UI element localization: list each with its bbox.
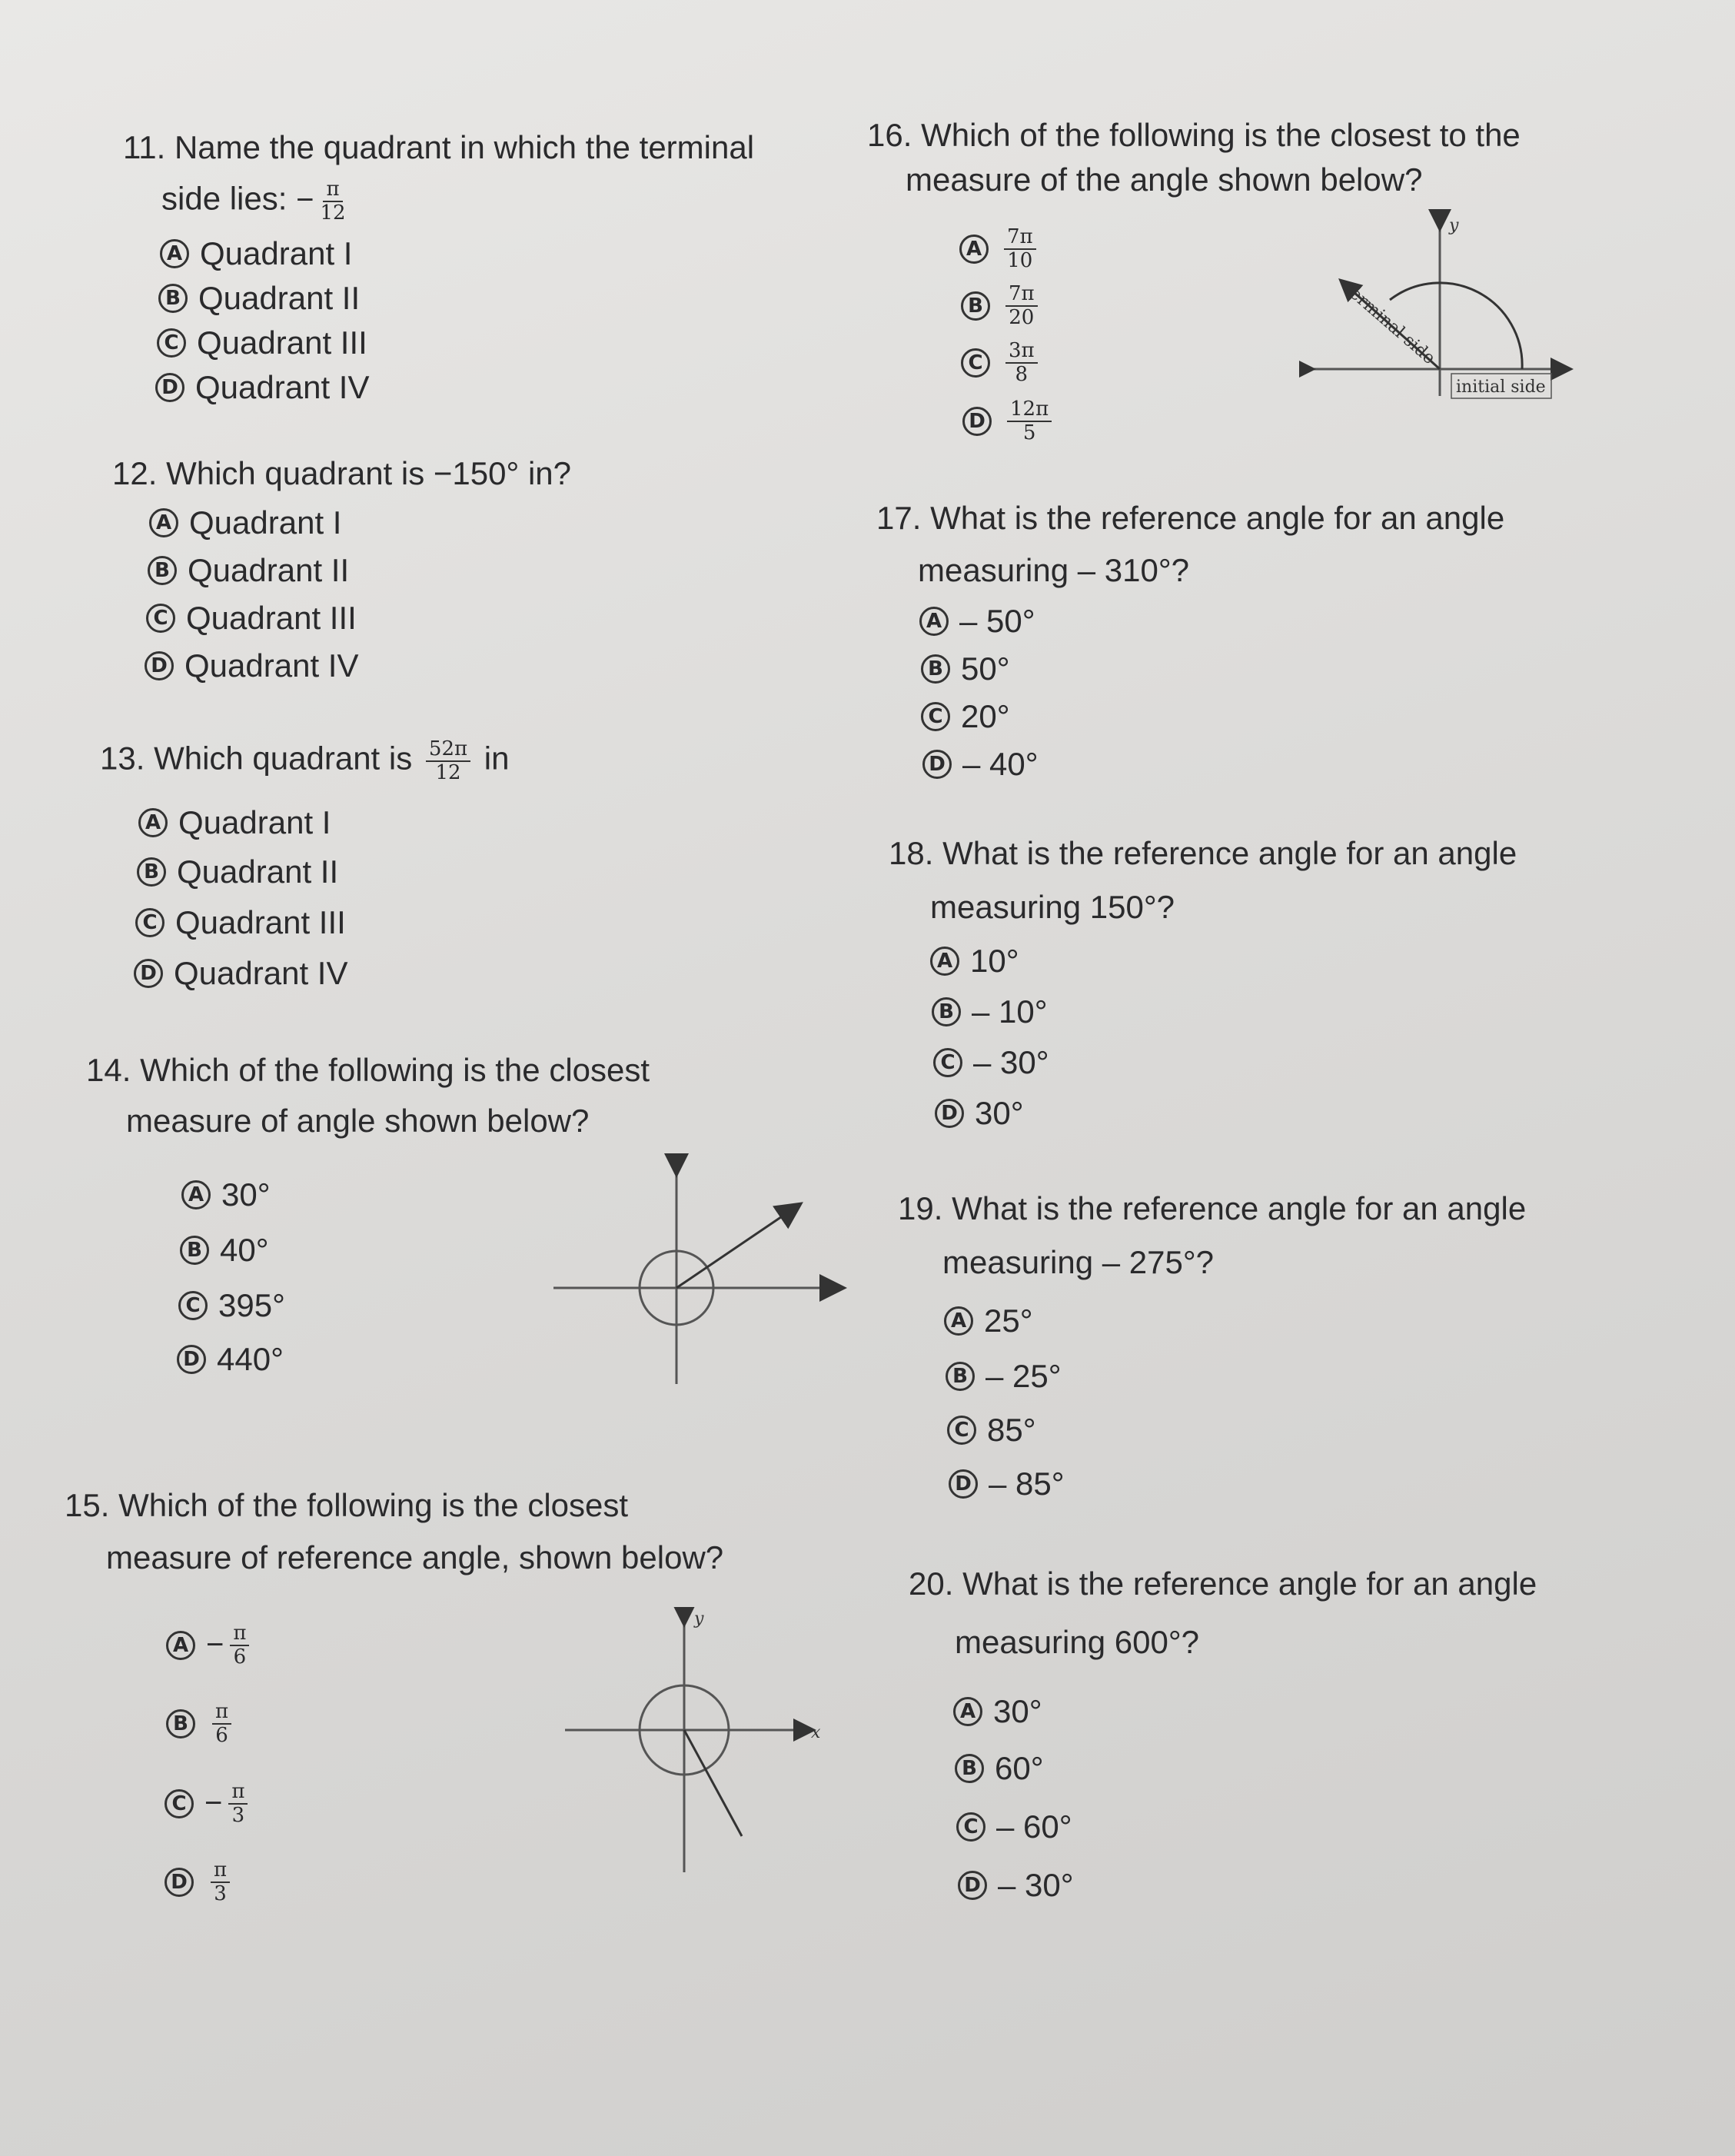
q13-fraction: $\frac{52\pi}{12}$ (426, 738, 470, 784)
q14-option-d[interactable]: D 440° (177, 1341, 284, 1378)
q12-line1: 12. Which quadrant is −150° in? (112, 455, 572, 491)
q14-option-c[interactable]: C 395° (178, 1287, 285, 1324)
q15-option-d[interactable]: D $\frac{\pi}{3}$ (165, 1859, 234, 1905)
q16-angle-arc (1390, 283, 1522, 369)
q20-option-d[interactable]: D – 30° (958, 1867, 1074, 1904)
q16-angle-figure (1299, 208, 1576, 408)
q17-option-b[interactable]: B 50° (921, 650, 1010, 687)
q11-option-a[interactable]: A Quadrant I (160, 235, 352, 272)
q11-fraction: $\frac{\pi}{12}$ (320, 178, 346, 225)
q15-b-fraction: $\frac{\pi}{6}$ (212, 1701, 231, 1746)
q18-option-b[interactable]: B – 10° (932, 993, 1048, 1030)
q15-x-label: x (811, 1723, 821, 1742)
q15-c-fraction: $\frac{\pi}{3}$ (228, 1781, 248, 1826)
q15-d-fraction: $\frac{\pi}{3}$ (211, 1859, 230, 1905)
q19-line2: measuring – 275°? (942, 1244, 1215, 1280)
q11-option-d[interactable]: D Quadrant IV (155, 369, 369, 406)
q11-option-c[interactable]: C Quadrant III (157, 324, 367, 361)
q12-option-c[interactable]: C Quadrant III (146, 600, 357, 637)
q15-option-c[interactable]: C − $\frac{\pi}{3}$ (165, 1781, 252, 1826)
q16-y-label: y (1449, 216, 1459, 235)
q19-option-b[interactable]: B – 25° (946, 1358, 1062, 1395)
q15-terminal-ray (684, 1730, 742, 1836)
q18-option-a[interactable]: A 10° (930, 943, 1019, 980)
q14-terminal-ray (676, 1207, 796, 1288)
q20-option-b[interactable]: B 60° (955, 1750, 1044, 1787)
q12-option-b[interactable]: B Quadrant II (148, 552, 349, 589)
q12-option-a[interactable]: A Quadrant I (149, 504, 341, 541)
q16-option-b[interactable]: B $\frac{7\pi}{20}$ (961, 283, 1042, 328)
q14-line2: measure of angle shown below? (126, 1103, 590, 1139)
q16-option-c[interactable]: C $\frac{3\pi}{8}$ (961, 340, 1042, 385)
q15-option-a[interactable]: A − $\frac{\pi}{6}$ (166, 1622, 254, 1668)
q16-c-fraction: $\frac{3\pi}{8}$ (1005, 340, 1038, 385)
q20-line1: 20. What is the reference angle for an angle (909, 1565, 1537, 1602)
q16-terminal-label: terminal side (1341, 279, 1439, 368)
q16-option-d[interactable]: D $\frac{12\pi}{5}$ (962, 398, 1056, 444)
q19-option-a[interactable]: A 25° (944, 1303, 1033, 1339)
q14-angle-figure (538, 1153, 861, 1407)
q19-option-d[interactable]: D – 85° (949, 1466, 1065, 1502)
q16-b-fraction: $\frac{7\pi}{20}$ (1005, 283, 1038, 328)
q20-line2: measuring 600°? (955, 1624, 1199, 1660)
q11-option-b[interactable]: B Quadrant II (158, 280, 360, 317)
q13-option-d[interactable]: D Quadrant IV (134, 955, 347, 992)
q20-option-c[interactable]: C – 60° (956, 1808, 1072, 1845)
q17-option-d[interactable]: D – 40° (922, 746, 1039, 783)
q16-option-a[interactable]: A $\frac{7\pi}{10}$ (959, 226, 1041, 271)
q17-option-c[interactable]: C 20° (921, 698, 1010, 735)
q16-line1: 16. Which of the following is the closest to the (867, 117, 1521, 153)
q15-angle-figure (553, 1607, 830, 1884)
q11-line1: 11. Name the quadrant in which the terminal (123, 129, 755, 165)
q18-line2: measuring 150°? (930, 889, 1175, 925)
q13-line1: 13. Which quadrant is $\frac{52\pi}{12}$ in (100, 737, 510, 784)
q11-line2: side lies: − $\frac{\pi}{12}$ (161, 178, 346, 225)
q18-option-c[interactable]: C – 30° (933, 1044, 1049, 1081)
q15-line2: measure of reference angle, shown below? (106, 1539, 724, 1575)
q14-option-b[interactable]: B 40° (180, 1232, 269, 1269)
q16-line2: measure of the angle shown below? (906, 161, 1423, 198)
q17-line2: measuring – 310°? (918, 552, 1190, 588)
q15-line1: 15. Which of the following is the closest (65, 1487, 629, 1523)
q15-y-label: y (694, 1609, 704, 1629)
q16-initial-label: initial side (1456, 378, 1546, 397)
q17-option-a[interactable]: A – 50° (919, 603, 1035, 640)
q18-option-d[interactable]: D 30° (935, 1095, 1024, 1132)
q18-line1: 18. What is the reference angle for an angle (889, 835, 1517, 871)
q14-line1: 14. Which of the following is the closest (86, 1052, 650, 1088)
q13-option-b[interactable]: B Quadrant II (137, 853, 338, 890)
q15-a-fraction: $\frac{\pi}{6}$ (230, 1622, 249, 1668)
q13-option-a[interactable]: A Quadrant I (138, 804, 331, 841)
q15-option-b[interactable]: B $\frac{\pi}{6}$ (166, 1701, 236, 1746)
q20-option-a[interactable]: A 30° (953, 1693, 1042, 1730)
q12-option-d[interactable]: D Quadrant IV (145, 647, 358, 684)
q17-line1: 17. What is the reference angle for an angle (876, 500, 1505, 536)
q16-a-fraction: $\frac{7\pi}{10}$ (1004, 226, 1036, 271)
q13-option-c[interactable]: C Quadrant III (135, 904, 346, 941)
q14-option-a[interactable]: A 30° (181, 1176, 271, 1213)
q19-option-c[interactable]: C 85° (947, 1412, 1036, 1449)
q16-d-fraction: $\frac{12\pi}{5}$ (1007, 398, 1052, 444)
q19-line1: 19. What is the reference angle for an angle (898, 1190, 1527, 1226)
